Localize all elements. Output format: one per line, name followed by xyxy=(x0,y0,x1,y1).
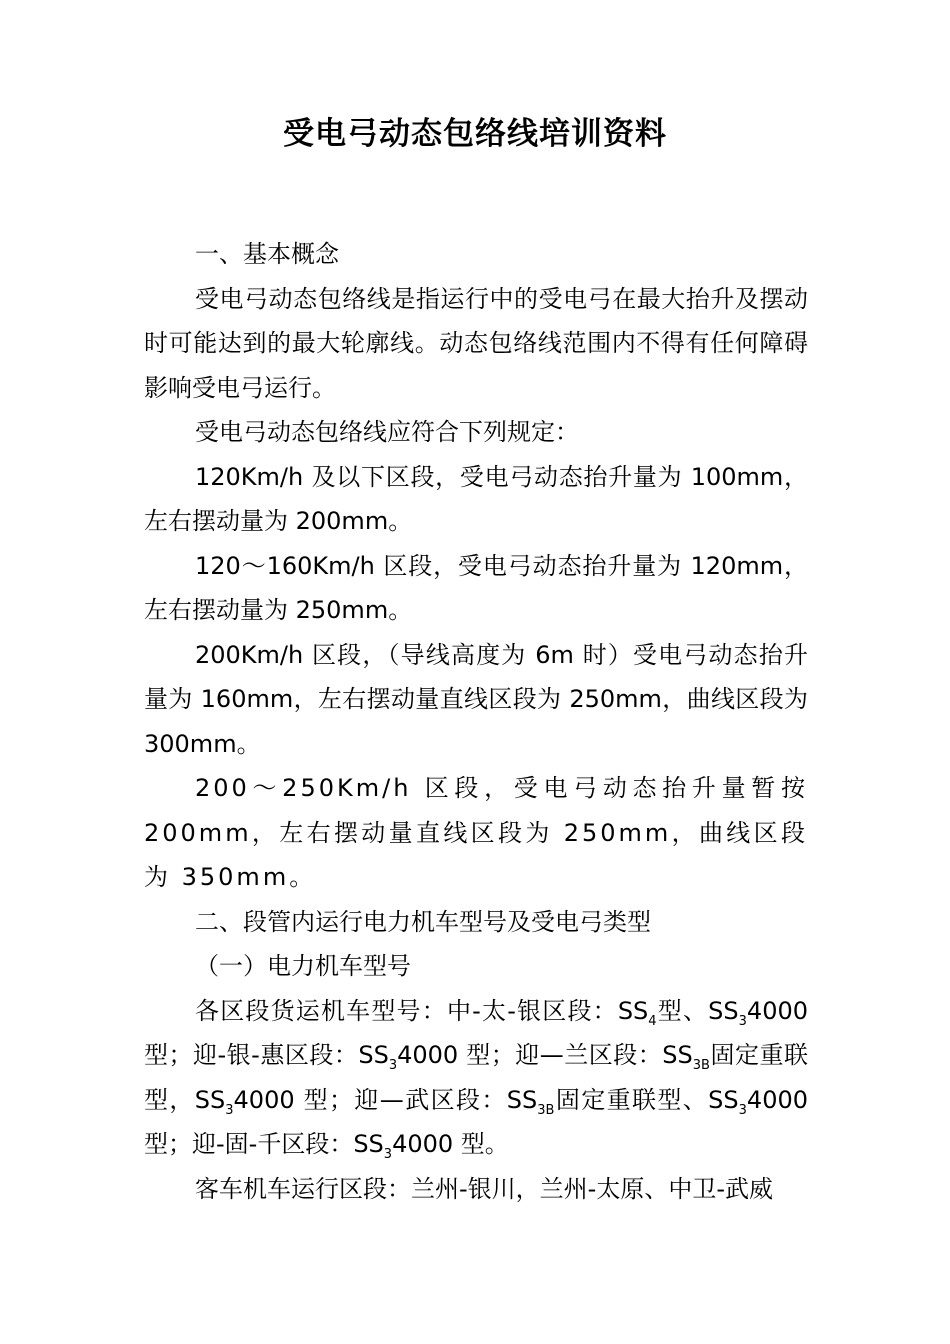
subscript-run: 3 xyxy=(383,1147,393,1162)
subscript-run: 3 xyxy=(388,1058,398,1073)
text-run: 4000 型；迎-固-千区段：SS xyxy=(144,1085,808,1158)
subscript-run: 3 xyxy=(225,1102,234,1118)
subscript-run: 4 xyxy=(648,1013,657,1029)
subscript-run: 3 xyxy=(738,1013,747,1029)
text-run: 固定重联型、SS xyxy=(554,1085,739,1114)
text-run: 4000 型；迎—武区段：SS xyxy=(233,1085,538,1114)
text-run: 4000 型；迎—兰区段：SS xyxy=(397,1041,693,1069)
subscript-run: 3 xyxy=(738,1102,747,1118)
text-run: 4000 型。 xyxy=(392,1130,509,1158)
text-run: 各区段货运机车型号：中-太-银区段：SS xyxy=(195,996,649,1025)
subscript-run: 3B xyxy=(692,1058,710,1073)
paragraph-rule-120: 120Km/h 及以下区段，受电弓动态抬升量为 100mm，左右摆动量为 200mm。 xyxy=(144,462,808,535)
paragraph-freight-models xyxy=(144,989,808,1167)
subscript-run: 3B xyxy=(537,1102,555,1118)
section-heading-locomotive-types: 二、段管内运行电力机车型号及受电弓类型 xyxy=(195,907,651,936)
paragraph-rule-200: 200Km/h 区段，（导线高度为 6m 时）受电弓动态抬升量为 160mm，左右摆动量直线区段为 250mm，曲线区段为 300mm。 xyxy=(144,640,808,758)
section-heading-basic-concepts: 一、基本概念 xyxy=(195,240,339,268)
paragraph-rule-200-250: 200～250Km/h 区段，受电弓动态抬升量暂按 200mm，左右摆动量直线区段为 250mm，曲线区段为 350mm。 xyxy=(144,774,808,891)
document-title: 受电弓动态包络线培训资料 xyxy=(283,116,667,152)
paragraph-definition: 受电弓动态包络线是指运行中的受电弓在最大抬升及摆动时可能达到的最大轮廓线。动态包络线范围内不得有任何障碍影响受电弓运行。 xyxy=(144,284,808,402)
text-run: 固定重联型，SS xyxy=(144,1041,808,1114)
text-run: 型、SS xyxy=(656,996,739,1025)
paragraph-rule-120-160: 120～160Km/h 区段，受电弓动态抬升量为 120mm，左右摆动量为 250mm。 xyxy=(144,551,808,624)
paragraph-rules-intro: 受电弓动态包络线应符合下列规定： xyxy=(195,418,579,446)
text-run: 4000 型；迎-银-惠区段：SS xyxy=(144,996,808,1069)
paragraph-passenger-sections: 客车机车运行区段：兰州-银川，兰州-太原、中卫-武威 xyxy=(195,1174,773,1203)
subsection-heading-locomotive-models: （一）电力机车型号 xyxy=(195,952,411,980)
document-body xyxy=(144,232,808,1211)
